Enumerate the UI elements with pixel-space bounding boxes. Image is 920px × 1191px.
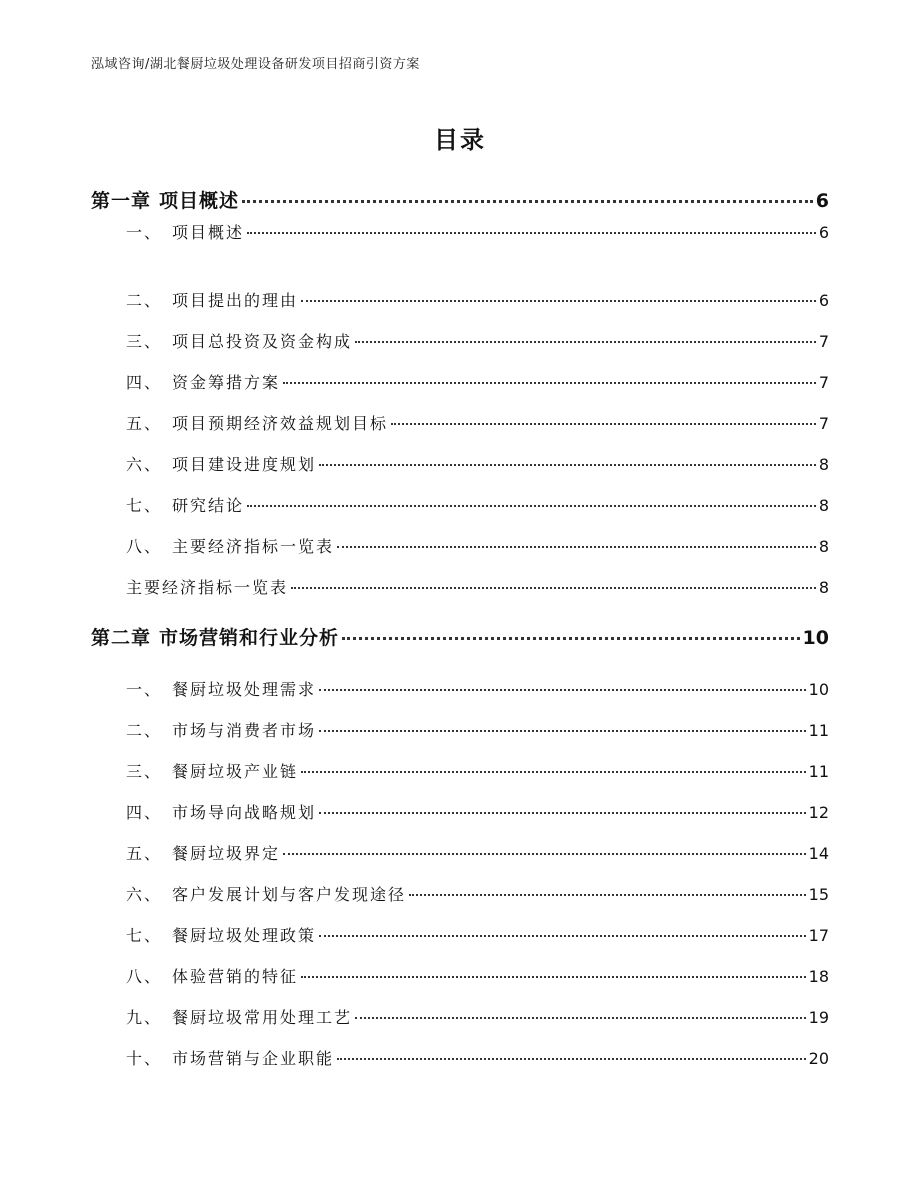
toc-entry[interactable] bbox=[126, 964, 829, 987]
dot-leader bbox=[247, 505, 816, 507]
toc-label: 餐厨垃圾处理需求 bbox=[172, 680, 317, 699]
running-header: 泓域咨询/湖北餐厨垃圾处理设备研发项目招商引资方案 bbox=[91, 57, 420, 72]
toc-number: 七、 bbox=[126, 926, 163, 945]
toc-entry[interactable] bbox=[126, 677, 829, 700]
toc-number: 四、 bbox=[126, 373, 163, 392]
toc-number: 二、 bbox=[126, 291, 163, 310]
toc-label: 资金筹措方案 bbox=[172, 373, 281, 392]
dot-leader bbox=[319, 689, 806, 691]
toc-number: 八、 bbox=[126, 967, 163, 986]
toc-label: 餐厨垃圾产业链 bbox=[172, 762, 299, 781]
dot-leader bbox=[319, 730, 806, 732]
dot-leader bbox=[355, 341, 816, 343]
toc-page-number: 8 bbox=[818, 455, 829, 474]
toc-number: 一、 bbox=[126, 680, 163, 699]
dot-leader bbox=[283, 382, 816, 384]
toc-page-number: 11 bbox=[808, 721, 829, 740]
toc-number: 六、 bbox=[126, 455, 163, 474]
toc-chapter[interactable] bbox=[91, 623, 829, 650]
toc-page-number: 8 bbox=[818, 496, 829, 515]
toc-label: 项目总投资及资金构成 bbox=[172, 332, 353, 351]
dot-leader bbox=[283, 853, 806, 855]
toc-page-number: 11 bbox=[808, 762, 829, 781]
dot-leader bbox=[291, 587, 816, 589]
toc-entry[interactable] bbox=[126, 411, 829, 434]
toc-label: 餐厨垃圾处理政策 bbox=[172, 926, 317, 945]
dot-leader bbox=[319, 464, 816, 466]
toc-label: 市场营销和行业分析 bbox=[159, 627, 340, 649]
toc-page-number: 6 bbox=[815, 190, 829, 212]
toc-number: 五、 bbox=[126, 844, 163, 863]
toc-page-number: 17 bbox=[808, 926, 829, 945]
dot-leader bbox=[301, 771, 806, 773]
toc-label: 体验营销的特征 bbox=[172, 967, 299, 986]
toc-entry[interactable] bbox=[126, 288, 829, 311]
toc-entry[interactable] bbox=[126, 841, 829, 864]
toc-page-number: 7 bbox=[818, 373, 829, 392]
toc-entry[interactable] bbox=[126, 534, 829, 557]
toc-page-number: 12 bbox=[808, 803, 829, 822]
dot-leader bbox=[247, 232, 816, 234]
toc-entry[interactable] bbox=[126, 800, 829, 823]
toc-label: 市场导向战略规划 bbox=[172, 803, 317, 822]
toc-page-number: 8 bbox=[818, 537, 829, 556]
toc-page-number: 8 bbox=[818, 578, 829, 597]
toc-number: 一、 bbox=[126, 223, 163, 242]
dot-leader bbox=[337, 1058, 806, 1060]
toc-entry[interactable] bbox=[126, 759, 829, 782]
toc-number: 二、 bbox=[126, 721, 163, 740]
toc-entry[interactable] bbox=[126, 220, 829, 243]
toc-page-number: 6 bbox=[818, 223, 829, 242]
toc-label: 主要经济指标一览表 bbox=[172, 537, 335, 556]
toc-label: 市场营销与企业职能 bbox=[172, 1049, 335, 1068]
toc-number: 第二章 bbox=[91, 627, 152, 649]
toc-page-number: 20 bbox=[808, 1049, 829, 1068]
toc-entry[interactable] bbox=[126, 329, 829, 352]
toc-entry[interactable] bbox=[126, 1046, 829, 1069]
toc-page-number: 7 bbox=[818, 332, 829, 351]
toc-page-number: 15 bbox=[808, 885, 829, 904]
toc-entry[interactable] bbox=[126, 923, 829, 946]
toc-title: 目录 bbox=[434, 126, 486, 154]
toc-label: 项目概述 bbox=[159, 190, 240, 212]
toc-page-number: 7 bbox=[818, 414, 829, 433]
toc-page-number: 14 bbox=[808, 844, 829, 863]
toc-number: 第一章 bbox=[91, 190, 152, 212]
toc-number: 六、 bbox=[126, 885, 163, 904]
dot-leader bbox=[355, 1017, 806, 1019]
toc-number: 九、 bbox=[126, 1008, 163, 1027]
toc-label: 项目提出的理由 bbox=[172, 291, 299, 310]
toc-page-number: 18 bbox=[808, 967, 829, 986]
dot-leader bbox=[242, 200, 813, 203]
toc-entry[interactable] bbox=[126, 370, 829, 393]
toc-label: 项目概述 bbox=[172, 223, 245, 242]
dot-leader bbox=[301, 300, 816, 302]
dot-leader bbox=[301, 976, 806, 978]
toc-page-number: 10 bbox=[808, 680, 829, 699]
toc-label: 研究结论 bbox=[172, 496, 245, 515]
toc-entry[interactable] bbox=[126, 1005, 829, 1028]
toc-entry[interactable] bbox=[126, 718, 829, 741]
toc-label: 项目预期经济效益规划目标 bbox=[172, 414, 389, 433]
toc-label: 项目建设进度规划 bbox=[172, 455, 317, 474]
toc-entry[interactable] bbox=[126, 493, 829, 516]
toc-number: 三、 bbox=[126, 332, 163, 351]
toc-entry[interactable] bbox=[126, 452, 829, 475]
toc-chapter[interactable] bbox=[91, 186, 829, 213]
toc-label: 餐厨垃圾常用处理工艺 bbox=[172, 1008, 353, 1027]
toc-entry[interactable] bbox=[126, 882, 829, 905]
toc-label: 市场与消费者市场 bbox=[172, 721, 317, 740]
dot-leader bbox=[409, 894, 806, 896]
toc-label: 主要经济指标一览表 bbox=[126, 578, 289, 597]
toc-label: 餐厨垃圾界定 bbox=[172, 844, 281, 863]
toc-page-number: 19 bbox=[808, 1008, 829, 1027]
toc-number: 五、 bbox=[126, 414, 163, 433]
toc-number: 三、 bbox=[126, 762, 163, 781]
dot-leader bbox=[319, 812, 806, 814]
toc-number: 七、 bbox=[126, 496, 163, 515]
toc-number: 十、 bbox=[126, 1049, 163, 1068]
dot-leader bbox=[337, 546, 816, 548]
toc-number: 四、 bbox=[126, 803, 163, 822]
dot-leader bbox=[391, 423, 816, 425]
toc-page-number: 6 bbox=[818, 291, 829, 310]
toc-entry[interactable] bbox=[126, 575, 829, 598]
toc-number: 八、 bbox=[126, 537, 163, 556]
toc-label: 客户发展计划与客户发现途径 bbox=[172, 885, 407, 904]
dot-leader bbox=[342, 637, 800, 640]
dot-leader bbox=[319, 935, 806, 937]
toc-page-number: 10 bbox=[802, 627, 829, 649]
